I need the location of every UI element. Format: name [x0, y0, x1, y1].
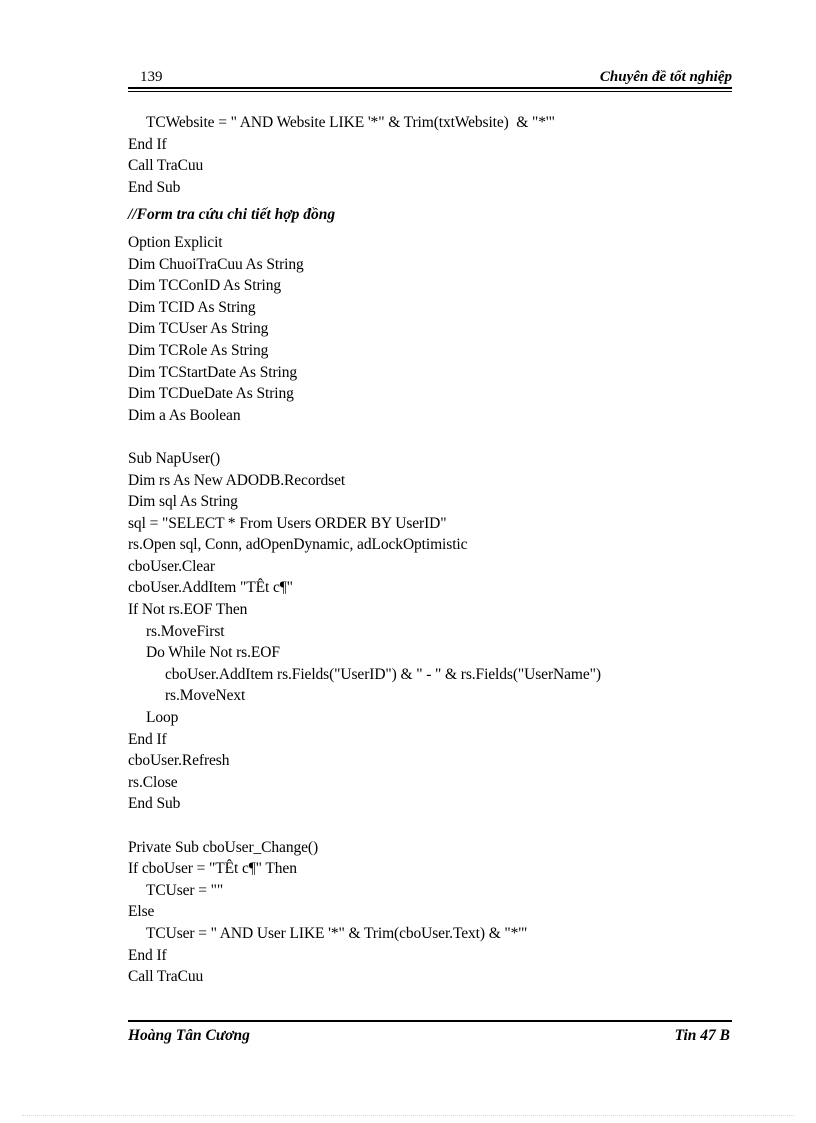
code-line: sql = "SELECT * From Users ORDER BY UserID"	[128, 514, 447, 532]
code-line: Dim TCRole As String	[128, 341, 269, 359]
code-line: cboUser.AddItem "TÊt c¶"	[128, 579, 293, 597]
code-line: Private Sub cboUser_Change()	[128, 838, 319, 856]
code-line: Do While Not rs.EOF	[146, 644, 280, 662]
code-line: rs.MoveNext	[165, 687, 246, 705]
code-line: TCWebsite = " AND Website LIKE '*" & Trim(txtWebsite) & "*'"	[146, 114, 555, 131]
header-rule-secondary	[128, 91, 732, 92]
code-line: Dim sql As String	[128, 493, 238, 511]
code-line: Option Explicit	[128, 233, 223, 251]
page-footer	[128, 1020, 732, 1050]
code-line: TCUser = ""	[146, 881, 224, 899]
code-line: Call TraCuu	[128, 157, 204, 175]
code-line: cboUser.Refresh	[128, 752, 230, 770]
code-line: If Not rs.EOF Then	[128, 601, 248, 619]
page-header	[128, 64, 732, 90]
code-line: End Sub	[128, 178, 181, 196]
code-line: Loop	[146, 709, 179, 727]
code-line: Dim ChuoiTraCuu As String	[128, 255, 304, 273]
code-line: Else	[128, 903, 155, 921]
code-line: Dim TCConID As String	[128, 277, 282, 295]
code-content	[128, 112, 732, 988]
blank-line	[128, 815, 732, 837]
footer-rule	[128, 1020, 732, 1022]
code-line: TCUser = " AND User LIKE '*" & Trim(cboUser.Text) & "*'"	[146, 924, 528, 942]
code-line: rs.MoveFirst	[146, 622, 225, 640]
code-line: rs.Close	[128, 773, 178, 791]
code-line: End If	[128, 946, 167, 964]
footer-author: Hoàng Tân Cương	[128, 1027, 250, 1044]
code-line: rs.Open sql, Conn, adOpenDynamic, adLockOptimistic	[128, 536, 468, 554]
code-line: Dim TCDueDate As String	[128, 385, 294, 403]
footer-class: Tin 47 B	[674, 1027, 730, 1044]
header-title: Chuyên đề tốt nghiệp	[599, 69, 732, 85]
page-edge-divider	[22, 1115, 794, 1116]
code-line: Call TraCuu	[128, 968, 204, 986]
code-line: Dim TCStartDate As String	[128, 363, 298, 381]
code-line: Dim TCUser As String	[128, 320, 269, 338]
code-line: End Sub	[128, 795, 181, 813]
code-line: Sub NapUser()	[128, 449, 221, 467]
code-line: End If	[128, 135, 167, 153]
blank-line	[128, 426, 732, 448]
code-line: cboUser.Clear	[128, 557, 215, 575]
code-line: Dim a As Boolean	[128, 406, 241, 424]
code-line: End If	[128, 730, 167, 748]
code-line: Dim rs As New ADODB.Recordset	[128, 471, 346, 489]
code-line: cboUser.AddItem rs.Fields("UserID") & " - " & rs.Fields("UserName")	[165, 665, 601, 683]
code-line: If cboUser = "TÊt c¶" Then	[128, 860, 297, 878]
section-heading: //Form tra cứu chi tiết hợp đồng	[128, 206, 336, 224]
code-line: Dim TCID As String	[128, 298, 256, 316]
header-rule	[128, 87, 732, 89]
page-number: 139	[140, 69, 163, 85]
